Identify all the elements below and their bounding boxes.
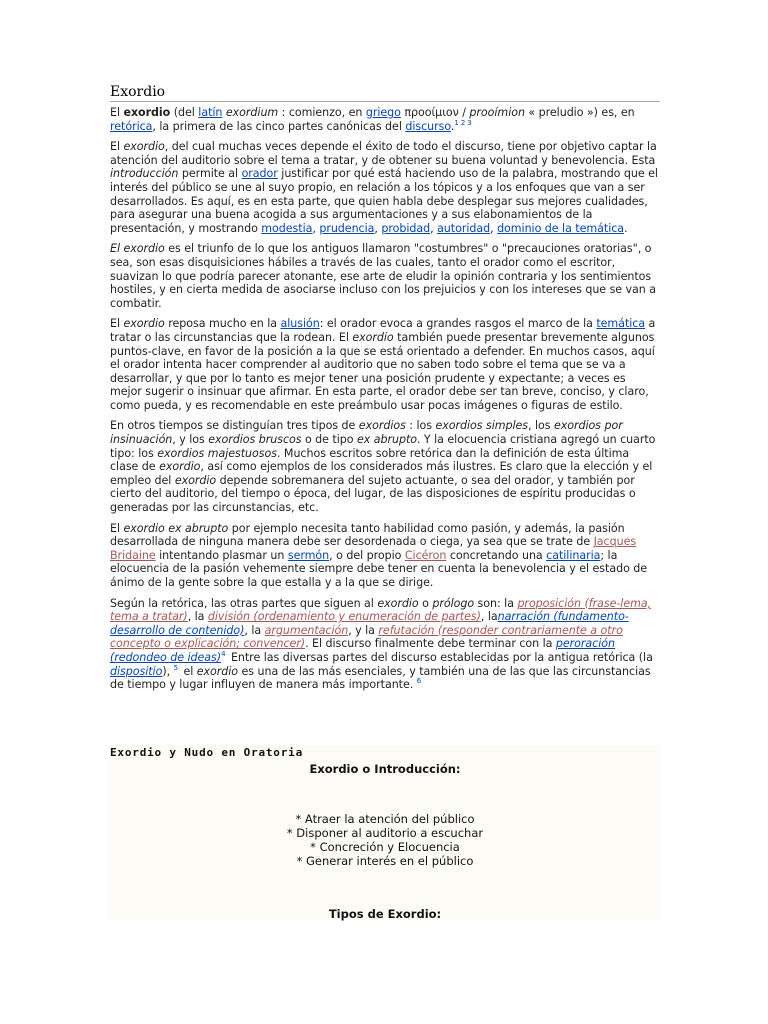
paragraph-tipos — [110, 419, 660, 514]
link-prudencia[interactable]: prudencia — [319, 221, 375, 235]
text: El — [110, 106, 124, 119]
text: justificar por qué está haciendo uso de la palabra, mostrando que el interés del público se une al suyo propio, en relación a los tópicos y a los enfoques que van a ser desarrollados. Es aquí, es en esta parte, que quien habla debe desplegar sus mejores cualidades, para asegurar una buena acogida a sus argumentaciones y a sus elabonamientos de la presentación, y mostrando — [110, 167, 658, 235]
term: introducción — [110, 167, 179, 181]
paragraph-ex-abrupto — [110, 522, 660, 590]
text: προοίμιον / — [400, 106, 470, 119]
ref-link-4[interactable]: 4 — [221, 650, 226, 659]
text: también puede presentar brevemente algunos puntos-clave, en favor de la posición a la que se está orientado a defender. En muchos casos, aquí el orador intenta hacer comprender al auditorio que no saben todo sobre el tema que se va a desarrollar, y que por lo tanto es mejor tener una posición prudente y expectante; a veces es mejor sugerir o insinuar que afirmar. En esta parte, el orador debe ser tan breve, conciso, y claro, como pueda, y es recomendable en este preámbulo usar pocas imágenes o figuras de estilo. — [110, 330, 655, 412]
text: o — [418, 596, 433, 610]
link-discurso[interactable]: discurso — [405, 119, 451, 133]
link-dispositio[interactable]: dispositio — [110, 664, 163, 678]
text: depende sobremanera del sujeto actuante, o sea del orador, y también por cierto del auditorio, del tiempo o época, del lugar, de las disposiciones de espíritu producidas o generadas por las circunstancias, etc. — [110, 473, 636, 515]
link-dominio-tematica[interactable]: dominio de la temática — [497, 221, 625, 235]
link-jacques-bridaine[interactable]: Jacques Bridaine — [110, 535, 637, 562]
text: : el orador evoca a grandes rasgos el marco de la — [319, 317, 597, 331]
ref-link-1[interactable]: 1 — [454, 118, 459, 127]
text: . — [450, 119, 455, 133]
paragraph-objective — [110, 140, 660, 235]
reference-marks — [454, 119, 473, 127]
link-modestia[interactable]: modestia — [261, 221, 313, 235]
text: , o del propio — [329, 548, 405, 562]
link-narracion[interactable]: narración (fundamento-desarrollo de contenido) — [110, 610, 629, 637]
text: , los — [528, 419, 554, 433]
text: El — [110, 317, 124, 331]
link-orador[interactable]: orador — [241, 167, 278, 181]
term: exordios — [358, 419, 406, 433]
link-ciceron[interactable]: Cicéron — [404, 548, 447, 562]
text: , la — [187, 610, 208, 624]
text: . El discurso finalmente debe terminar con la — [305, 637, 556, 651]
text: es el triunfo de lo que los antiguos llamaron "costumbres" o "precauciones oratorias", o sea, son esas disquisiciones hábiles a través de las cuales, tanto el orador como el escritor, suavizan lo que podría parecer atonante, ese arte de eludir la opinión contraria y los sentimientos hostiles, y en cierta medida de asociarse incluso con los prejuicios y con los intereses que se van a combatir. — [110, 242, 657, 310]
paragraph-triunfo — [110, 242, 660, 310]
text: (del — [170, 106, 199, 119]
term: prólogo — [432, 596, 475, 610]
text: : comienzo, en — [278, 106, 366, 119]
link-division[interactable]: división (ordenamiento y enumeración de partes) — [207, 610, 481, 624]
text: son: la — [474, 596, 518, 610]
text: « preludio ») es, en — [524, 106, 635, 119]
text: ), — [162, 664, 174, 678]
link-alusion[interactable]: alusión — [280, 317, 320, 331]
text: , — [374, 221, 382, 235]
text: intentando plasmar un — [155, 548, 288, 562]
term: exordio — [123, 140, 165, 154]
embedded-panel — [110, 745, 660, 920]
ref-link-2[interactable]: 2 — [460, 118, 466, 127]
list-item: * Generar interés en el público — [296, 854, 474, 868]
link-probidad[interactable]: probidad — [381, 221, 431, 235]
link-refutacion[interactable]: refutación (responder contrariamente a otro concepto o explicación; convencer) — [110, 623, 623, 651]
page-title: Exordio — [110, 84, 660, 102]
link-griego[interactable]: griego — [365, 106, 401, 119]
link-proposicion[interactable]: proposición (frase-lema, tema a tratar) — [110, 596, 652, 624]
text: a tratar o las circunstancias que la rodean. El — [110, 317, 656, 344]
text: . Muchos escritos sobre retórica dan la definición de esta última clase de — [110, 446, 630, 474]
term-exordium: exordium — [225, 106, 279, 119]
text: es una de las más esenciales, y también una de las que las circunstancias de tiempo y lugar influyen de manera más importante. — [110, 664, 651, 692]
link-tematica[interactable]: temática — [596, 317, 646, 331]
term: exordios majestuosos — [157, 446, 277, 460]
term: exordio — [174, 473, 217, 487]
term-prooimion: prooímion — [469, 106, 525, 119]
text: ; la elocuencia de la pasión vehemente siempre debe tener en cuenta la benevolencia y el estado de ánimo de la gente sobre la que estalla y a la que se dirige. — [110, 548, 648, 589]
article-content — [110, 84, 660, 699]
term-exordio: exordio — [123, 106, 171, 119]
panel-subtitle: Tipos de Exordio: — [328, 907, 442, 921]
text: . Y la elocuencia cristiana agregó un cuarto tipo: los — [110, 433, 656, 460]
text: reposa mucho en la — [164, 317, 281, 331]
text: En otros tiempos se distinguían tres tipos de — [110, 419, 359, 433]
reference-marks — [417, 677, 423, 685]
text: concretando una — [446, 548, 547, 562]
paragraph-partes — [110, 597, 660, 692]
term: ex abrupto — [356, 433, 417, 447]
panel-list — [110, 812, 660, 868]
text: , la primera de las cinco partes canónicas del — [152, 119, 406, 133]
ref-link-5[interactable]: 5 — [173, 663, 178, 672]
term: exordio — [123, 317, 165, 331]
link-autoridad[interactable]: autoridad — [437, 221, 491, 235]
term: exordio — [377, 596, 419, 610]
text: , la — [480, 610, 498, 624]
list-item: * Atraer la atención del público — [295, 812, 475, 826]
paragraph-intro — [110, 106, 660, 133]
term: exordio — [352, 330, 394, 344]
text: Según la retórica, las otras partes que siguen al — [110, 596, 378, 610]
paragraph-alusion — [110, 317, 660, 412]
text: , la — [244, 623, 265, 637]
panel-heading: Exordio y Nudo en Oratoria — [110, 746, 303, 759]
text: , del cual muchas veces depende el éxito de todo el discurso, tiene por objetivo captar la atención del auditorio sobre el tema a tratar, y de obtener su buena voluntad y benevolencia. Esta — [110, 140, 657, 167]
list-item: * Concreción y Elocuencia — [310, 840, 460, 854]
term: exordio ex abrupto — [123, 521, 229, 535]
link-retorica[interactable]: retórica — [110, 119, 153, 133]
text: , y la — [348, 623, 379, 637]
term: exordios por insinuación — [110, 419, 623, 447]
term: exordio — [196, 664, 239, 678]
text: , — [312, 221, 320, 235]
link-sermon[interactable]: sermón — [287, 548, 330, 562]
ref-link-3[interactable]: 3 — [467, 118, 472, 127]
list-item: * Disponer al auditorio a escuchar — [286, 826, 484, 840]
text: . — [624, 221, 628, 235]
text: , — [430, 221, 438, 235]
term: exordio — [159, 460, 201, 474]
term: exordios bruscos — [208, 433, 302, 447]
link-peroracion[interactable]: peroración (redondeo de ideas) — [110, 637, 615, 664]
text: , y los — [172, 433, 209, 447]
text: : los — [405, 419, 436, 433]
text: El — [110, 140, 124, 154]
text: el — [179, 664, 197, 678]
text: por ejemplo necesita tanto habilidad como pasión, y además, la pasión desarrollada de ninguna manera debe ser desordenada o ciega, ya sea que se trate de — [110, 521, 625, 549]
link-latin[interactable]: latín — [198, 106, 223, 119]
term: exordios simples — [435, 419, 529, 433]
text: El — [110, 521, 124, 535]
panel-title: Exordio o Introducción: — [309, 762, 461, 776]
text: Entre las diversas partes del discurso establecidas por la antigua retórica (la — [227, 650, 653, 664]
text: , — [490, 221, 498, 235]
link-argumentacion[interactable]: argumentación — [264, 623, 349, 637]
link-catilinaria[interactable]: catilinaria — [546, 548, 601, 562]
term: El exordio — [110, 242, 165, 256]
ref-link-6[interactable]: 6 — [416, 677, 422, 686]
text: o de tipo — [301, 433, 357, 447]
text: , así como ejemplos de los considerados más ilustres. Es claro que la elección y el empleo del — [110, 460, 653, 487]
text: permite al — [178, 167, 242, 181]
